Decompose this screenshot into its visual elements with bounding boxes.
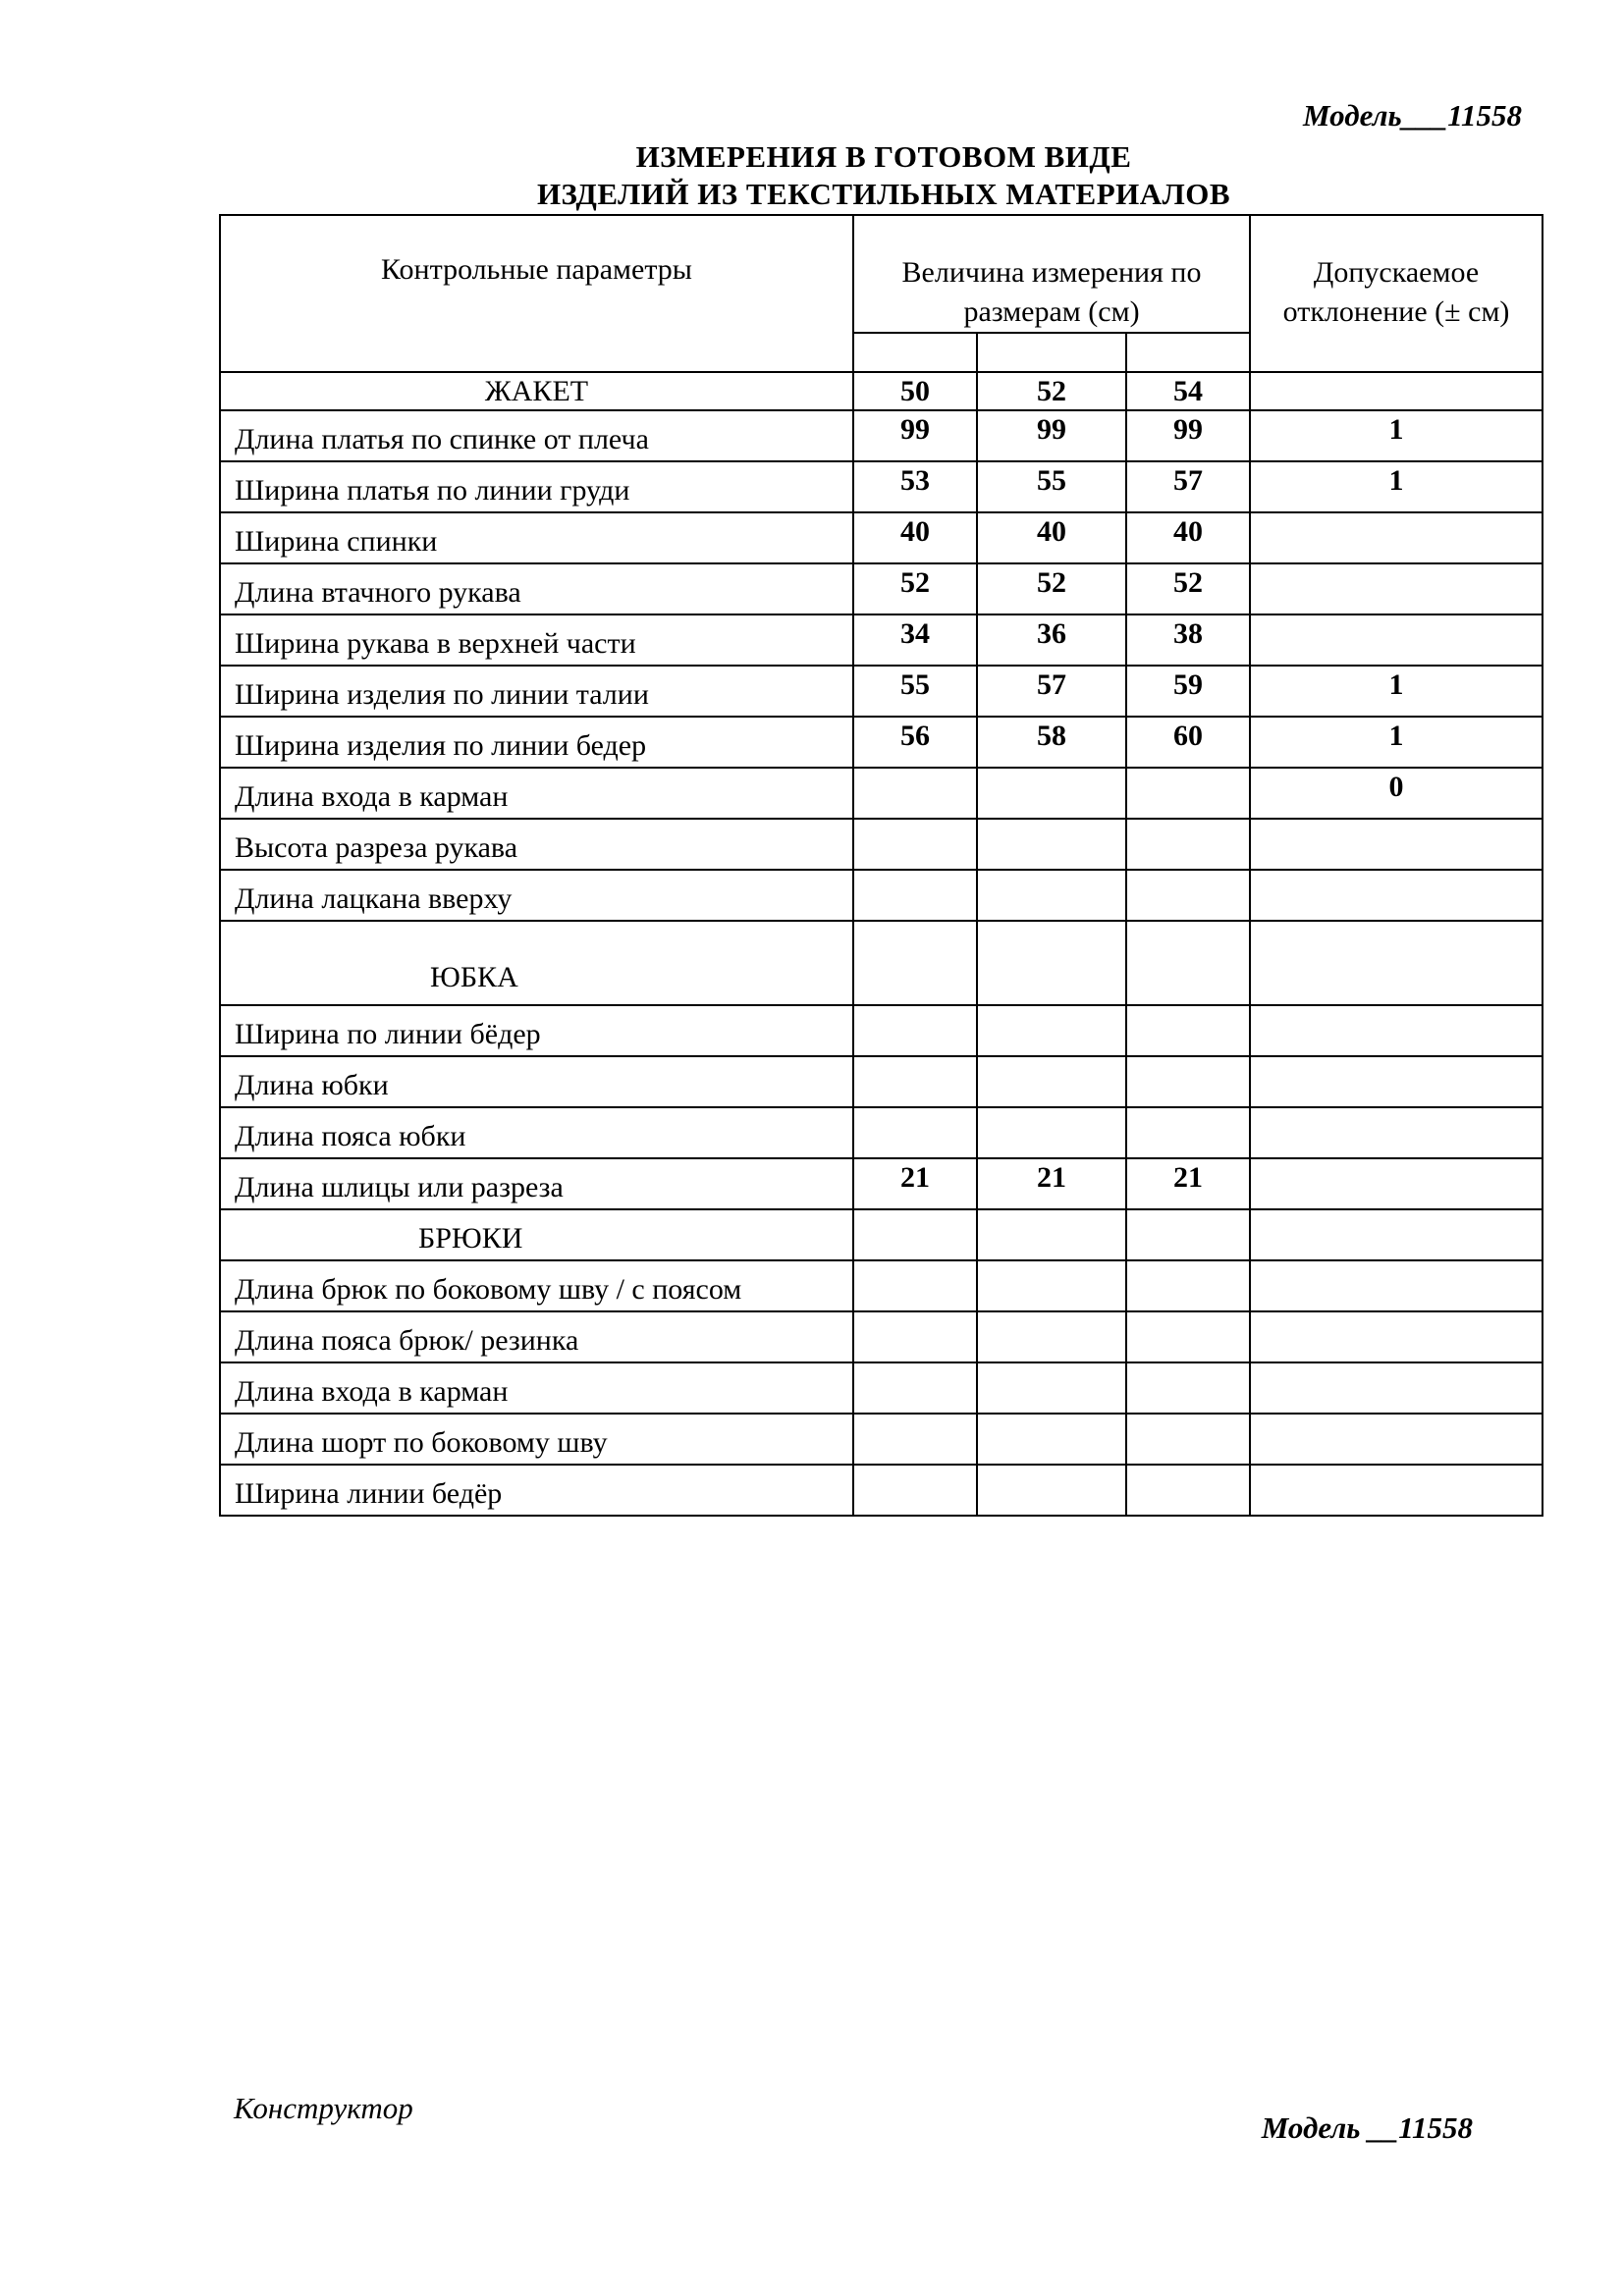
jacket-tolerance: 1 <box>1250 717 1543 768</box>
skirt-section-empty <box>853 921 977 1005</box>
jacket-section-title: ЖАКЕТ <box>220 372 853 410</box>
trousers-section-empty <box>977 1209 1126 1260</box>
table-row <box>220 1465 1543 1516</box>
size-54: 54 <box>1126 372 1250 410</box>
trousers-tolerance <box>1250 1414 1543 1465</box>
jacket-param-label: Длина лацкана вверху <box>220 870 853 921</box>
jacket-value-size-2: 58 <box>977 717 1126 768</box>
skirt-value-size-3 <box>1126 1005 1250 1056</box>
table-row <box>220 563 1543 614</box>
trousers-value-size-1 <box>853 1311 977 1362</box>
jacket-value-size-2 <box>977 768 1126 819</box>
jacket-value-size-1: 53 <box>853 461 977 512</box>
skirt-param-label: Длина юбки <box>220 1056 853 1107</box>
trousers-value-size-3 <box>1126 1465 1250 1516</box>
jacket-tolerance <box>1250 819 1543 870</box>
skirt-value-size-2: 21 <box>977 1158 1126 1209</box>
skirt-section-row <box>220 921 1543 1005</box>
jacket-value-size-3: 38 <box>1126 614 1250 666</box>
skirt-section-title: ЮБКА <box>220 921 853 1005</box>
jacket-value-size-2: 55 <box>977 461 1126 512</box>
model-number-top: Модель___11558 <box>1303 98 1522 133</box>
jacket-value-size-2: 99 <box>977 410 1126 461</box>
skirt-tolerance <box>1250 1107 1543 1158</box>
trousers-value-size-2 <box>977 1465 1126 1516</box>
table-row <box>220 768 1543 819</box>
jacket-value-size-3 <box>1126 870 1250 921</box>
trousers-value-size-1 <box>853 1362 977 1414</box>
table-row <box>220 1414 1543 1465</box>
skirt-value-size-2 <box>977 1056 1126 1107</box>
skirt-value-size-1 <box>853 1056 977 1107</box>
jacket-value-size-2 <box>977 819 1126 870</box>
header-tolerance-line1: Допускаемое <box>1313 256 1480 289</box>
trousers-value-size-1 <box>853 1414 977 1465</box>
header-tolerance <box>1250 215 1543 372</box>
jacket-value-size-1: 56 <box>853 717 977 768</box>
table-row <box>220 410 1543 461</box>
skirt-value-size-1: 21 <box>853 1158 977 1209</box>
jacket-param-label: Длина втачного рукава <box>220 563 853 614</box>
trousers-value-size-2 <box>977 1311 1126 1362</box>
trousers-value-size-1 <box>853 1260 977 1311</box>
trousers-section-row <box>220 1209 1543 1260</box>
header-size-line2: размерам (см) <box>963 295 1140 328</box>
skirt-value-size-2 <box>977 1005 1126 1056</box>
table-row <box>220 1056 1543 1107</box>
jacket-value-size-1 <box>853 870 977 921</box>
trousers-value-size-2 <box>977 1260 1126 1311</box>
jacket-tolerance: 1 <box>1250 461 1543 512</box>
table-row <box>220 717 1543 768</box>
jacket-value-size-1: 40 <box>853 512 977 563</box>
header-tolerance-line2: отклонение (± см) <box>1282 295 1510 328</box>
skirt-section-empty <box>1126 921 1250 1005</box>
jacket-value-size-1: 55 <box>853 666 977 717</box>
trousers-value-size-2 <box>977 1414 1126 1465</box>
constructor-label: Конструктор <box>234 2091 413 2125</box>
trousers-value-size-3 <box>1126 1362 1250 1414</box>
skirt-section-empty <box>977 921 1126 1005</box>
trousers-param-label: Ширина линии бедёр <box>220 1465 853 1516</box>
skirt-section-empty <box>1250 921 1543 1005</box>
table-row <box>220 1311 1543 1362</box>
trousers-section-empty <box>853 1209 977 1260</box>
jacket-tolerance <box>1250 563 1543 614</box>
skirt-tolerance <box>1250 1005 1543 1056</box>
table-row <box>220 666 1543 717</box>
jacket-param-label: Высота разреза рукава <box>220 819 853 870</box>
jacket-param-label: Ширина рукава в верхней части <box>220 614 853 666</box>
jacket-tolerance: 1 <box>1250 410 1543 461</box>
skirt-param-label: Ширина по линии бёдер <box>220 1005 853 1056</box>
measurements-table <box>219 214 1543 1517</box>
trousers-param-label: Длина пояса брюк/ резинка <box>220 1311 853 1362</box>
skirt-value-size-3 <box>1126 1056 1250 1107</box>
jacket-value-size-2: 52 <box>977 563 1126 614</box>
jacket-param-label: Ширина спинки <box>220 512 853 563</box>
trousers-tolerance <box>1250 1362 1543 1414</box>
jacket-param-label: Длина платья по спинке от плеча <box>220 410 853 461</box>
trousers-value-size-3 <box>1126 1260 1250 1311</box>
skirt-param-label: Длина пояса юбки <box>220 1107 853 1158</box>
skirt-value-size-3 <box>1126 1107 1250 1158</box>
document-title-line2: ИЗДЕЛИЙ ИЗ ТЕКСТИЛЬНЫХ МАТЕРИАЛОВ <box>536 177 1231 211</box>
jacket-param-label: Ширина платья по линии груди <box>220 461 853 512</box>
skirt-tolerance <box>1250 1158 1543 1209</box>
trousers-value-size-3 <box>1126 1311 1250 1362</box>
trousers-section-title: БРЮКИ <box>220 1209 853 1260</box>
document-title-line1: ИЗМЕРЕНИЯ В ГОТОВОМ ВИДЕ <box>635 139 1132 174</box>
jacket-value-size-1: 34 <box>853 614 977 666</box>
table-row <box>220 512 1543 563</box>
jacket-value-size-1: 99 <box>853 410 977 461</box>
header-params: Контрольные параметры <box>220 215 853 372</box>
jacket-tolerance <box>1250 614 1543 666</box>
trousers-tolerance <box>1250 1260 1543 1311</box>
jacket-value-size-3: 52 <box>1126 563 1250 614</box>
jacket-value-size-2: 36 <box>977 614 1126 666</box>
model-number-bottom: Модель __11558 <box>1261 2110 1473 2145</box>
jacket-value-size-2 <box>977 870 1126 921</box>
skirt-value-size-2 <box>977 1107 1126 1158</box>
table-row <box>220 870 1543 921</box>
trousers-section-empty <box>1126 1209 1250 1260</box>
size-52: 52 <box>977 372 1126 410</box>
jacket-param-label: Ширина изделия по линии бедер <box>220 717 853 768</box>
header-size-values <box>853 215 1250 333</box>
jacket-value-size-3: 59 <box>1126 666 1250 717</box>
table-row <box>220 1107 1543 1158</box>
table-row <box>220 1005 1543 1056</box>
trousers-value-size-3 <box>1126 1414 1250 1465</box>
jacket-value-size-2: 40 <box>977 512 1126 563</box>
jacket-tolerance <box>1250 512 1543 563</box>
skirt-value-size-1 <box>853 1107 977 1158</box>
trousers-tolerance <box>1250 1311 1543 1362</box>
jacket-value-size-3: 57 <box>1126 461 1250 512</box>
table-row <box>220 461 1543 512</box>
trousers-value-size-2 <box>977 1362 1126 1414</box>
skirt-value-size-3: 21 <box>1126 1158 1250 1209</box>
jacket-section-row <box>220 372 1543 410</box>
trousers-param-label: Длина брюк по боковому шву / с поясом <box>220 1260 853 1311</box>
table-row <box>220 614 1543 666</box>
jacket-tolerance: 0 <box>1250 768 1543 819</box>
trousers-section-empty <box>1250 1209 1543 1260</box>
trousers-tolerance <box>1250 1465 1543 1516</box>
jacket-value-size-3: 40 <box>1126 512 1250 563</box>
skirt-value-size-1 <box>853 1005 977 1056</box>
jacket-value-size-3 <box>1126 768 1250 819</box>
table-row <box>220 1260 1543 1311</box>
jacket-tolerance <box>1250 870 1543 921</box>
trousers-param-label: Длина входа в карман <box>220 1362 853 1414</box>
jacket-value-size-1 <box>853 768 977 819</box>
trousers-value-size-1 <box>853 1465 977 1516</box>
jacket-param-label: Ширина изделия по линии талии <box>220 666 853 717</box>
table-row <box>220 1158 1543 1209</box>
table-row <box>220 819 1543 870</box>
jacket-value-size-3: 60 <box>1126 717 1250 768</box>
skirt-tolerance <box>1250 1056 1543 1107</box>
skirt-param-label: Длина шлицы или разреза <box>220 1158 853 1209</box>
jacket-tolerance: 1 <box>1250 666 1543 717</box>
jacket-value-size-3 <box>1126 819 1250 870</box>
table-row <box>220 1362 1543 1414</box>
jacket-value-size-1: 52 <box>853 563 977 614</box>
jacket-value-size-2: 57 <box>977 666 1126 717</box>
trousers-param-label: Длина шорт по боковому шву <box>220 1414 853 1465</box>
jacket-value-size-1 <box>853 819 977 870</box>
size-50: 50 <box>853 372 977 410</box>
jacket-param-label: Длина входа в карман <box>220 768 853 819</box>
jacket-value-size-3: 99 <box>1126 410 1250 461</box>
header-row <box>220 215 1543 333</box>
header-size-line1: Величина измерения по <box>901 256 1202 289</box>
